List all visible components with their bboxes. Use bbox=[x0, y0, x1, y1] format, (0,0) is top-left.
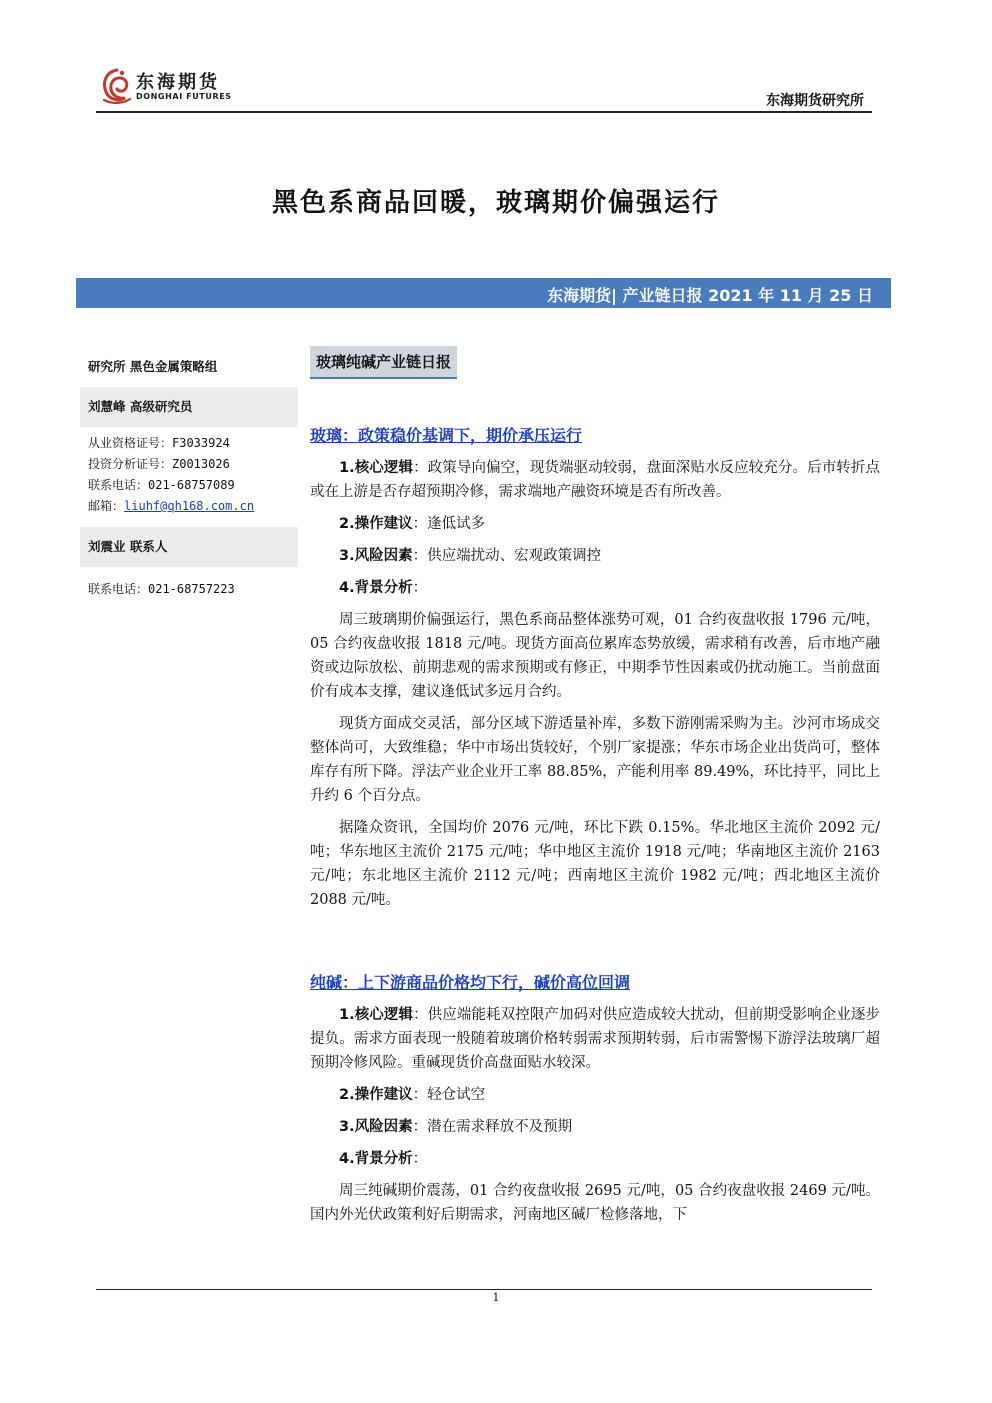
header-divider bbox=[96, 111, 872, 113]
report-date-label: 东海期货| 产业链日报 2021 年 11 月 25 日 bbox=[547, 286, 873, 305]
logo-english-text: DONGHAI FUTURES bbox=[136, 92, 232, 101]
soda-risk-factors bbox=[310, 1115, 880, 1139]
glass-paragraph-3: 据隆众资讯，全国均价 2076 元/吨，环比下跌 0.15%。华北地区主流价 2092 元/吨；华东地区主流价 2175 元/吨；华中地区主流价 1918 元/吨；华南地区主流价 2163 元/吨；东北地区主流价 2112 元/吨；西南地区主流价 1982 元/吨；西北地区主流价 2088 元/吨。 bbox=[310, 820, 880, 908]
report-title: 黑色系商品回暖，玻璃期价偏强运行 bbox=[271, 188, 720, 218]
core-logic-text: ：政策导向偏空，现货端驱动较弱，盘面深贴水反应较充分。后市转折点或在上游是否存超预期冷修，需求端地产融资环境是否有所改善。 bbox=[310, 460, 880, 500]
report-body bbox=[310, 346, 880, 1227]
dragon-logo-icon bbox=[98, 66, 136, 106]
investment-analysis-number: 投资分析证号：Z0013026 bbox=[88, 457, 230, 471]
glass-paragraph-1: 周三玻璃期价偏强运行，黑色系商品整体涨势可观，01 合约夜盘收报 1796 元/吨，05 合约夜盘收报 1818 元/吨。现货方面高位累库态势放缓，需求稍有改善，后市地产融资或边际放松、前期悲观的需求预期或有修正，中期季节性因素或仍扰动施工。当前盘面价有成本支撑，建议逢低试多远月合约。 bbox=[310, 612, 880, 700]
soda-section-heading[interactable]: 纯碱：上下游商品价格均下行，碱价高位回调 bbox=[310, 973, 631, 992]
operation-text: ：轻仓试空 bbox=[412, 1087, 486, 1103]
glass-operation-advice bbox=[310, 512, 880, 536]
analyst-name-title: 刘慧峰 高级研究员 bbox=[80, 387, 298, 427]
glass-core-logic bbox=[310, 456, 880, 504]
email-link[interactable]: liuhf@qh168.com.cn bbox=[124, 499, 255, 513]
glass-risk-factors bbox=[310, 544, 880, 568]
footer-divider bbox=[96, 1289, 872, 1290]
soda-paragraph-1: 周三纯碱期价震荡，01 合约夜盘收报 2695 元/吨，05 合约夜盘收报 2469 元/吨。国内外光伏政策利好后期需求，河南地区碱厂检修落地，下 bbox=[310, 1183, 880, 1223]
soda-core-logic bbox=[310, 1003, 880, 1075]
email-label: 邮箱： bbox=[88, 499, 125, 513]
background-label: 4.背景分析 bbox=[339, 580, 413, 596]
logo-chinese-text: 东海期货 bbox=[136, 72, 220, 93]
page-number: 1 bbox=[492, 1291, 500, 1304]
operation-label: 2.操作建议 bbox=[339, 516, 413, 532]
analyst-contact bbox=[80, 427, 298, 527]
core-logic-text: ：供应端能耗双控限产加码对供应造成较大扰动，但前期受影响企业逐步提负。需求方面表现一般随着玻璃价格转弱需求预期转弱，后市需警惕下游浮法玻璃厂超预期冷修风险。重碱现货价高盘面贴水较深。 bbox=[310, 1007, 880, 1071]
phone-number: 联系电话：021-68757089 bbox=[88, 478, 235, 492]
company-logo bbox=[98, 66, 238, 110]
contact-name-title: 刘震业 联系人 bbox=[80, 527, 298, 567]
qualification-number: 从业资格证号：F3033924 bbox=[88, 436, 230, 450]
operation-text: ：逢低试多 bbox=[412, 516, 486, 532]
contact-details bbox=[80, 567, 298, 610]
core-logic-label: 1.核心逻辑 bbox=[339, 1007, 414, 1023]
risk-text: ：供应端扰动、宏观政策调控 bbox=[412, 548, 602, 564]
contact-phone: 联系电话：021-68757223 bbox=[88, 582, 235, 596]
risk-text: ：潜在需求释放不及预期 bbox=[412, 1119, 573, 1135]
department-label: 研究所 黑色金属策略组 bbox=[80, 347, 298, 387]
core-logic-label: 1.核心逻辑 bbox=[339, 460, 414, 476]
glass-section-heading[interactable]: 玻璃：政策稳价基调下，期价承压运行 bbox=[310, 426, 583, 445]
report-info-band bbox=[76, 278, 891, 308]
institute-name: 东海期货研究所 bbox=[766, 93, 864, 109]
background-label: 4.背景分析 bbox=[339, 1151, 413, 1167]
soda-operation-advice bbox=[310, 1083, 880, 1107]
operation-label: 2.操作建议 bbox=[339, 1087, 413, 1103]
author-sidebar bbox=[80, 347, 298, 610]
soda-background-heading bbox=[310, 1147, 880, 1171]
risk-label: 3.风险因素 bbox=[339, 1119, 413, 1135]
section-tag: 玻璃纯碱产业链日报 bbox=[310, 346, 457, 379]
background-colon: ： bbox=[412, 580, 428, 596]
glass-paragraph-2: 现货方面成交灵活，部分区域下游适量补库，多数下游刚需采购为主。沙河市场成交整体尚可，大致维稳；华中市场出货较好，个别厂家提涨；华东市场企业出货尚可，整体库存有所下降。浮法产业企业开工率 88.85%，产能利用率 89.49%，环比持平，同比上升约 6 个百分点。 bbox=[310, 716, 880, 804]
risk-label: 3.风险因素 bbox=[339, 548, 413, 564]
email-row bbox=[88, 496, 290, 517]
glass-background-heading bbox=[310, 576, 880, 600]
background-colon: ： bbox=[412, 1151, 428, 1167]
